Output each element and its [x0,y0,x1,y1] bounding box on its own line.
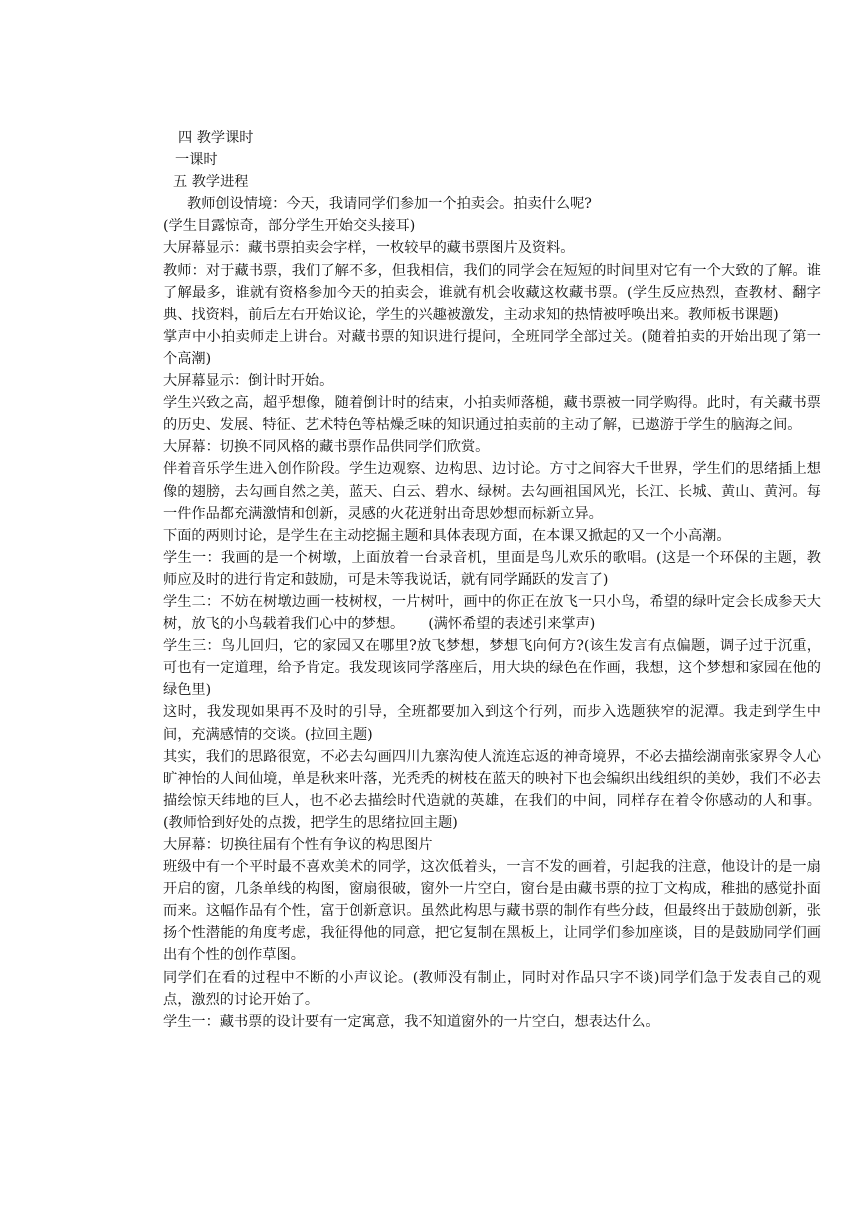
paragraph: 大屏幕显示：倒计时开始。 [163,373,334,390]
paragraph: (学生目露惊奇，部分学生开始交头接耳) [163,218,416,235]
lesson-count: 一课时 [175,152,218,169]
section-heading-teaching-hours: 四 教学课时 [178,130,254,146]
paragraph: 掌声中小拍卖师走上讲台。对藏书票的知识进行提问，全班同学全部过关。(随着拍卖的开始出现了第一个高潮) [163,328,821,367]
student-two-note: (满怀希望的表述引来掌声) [428,616,596,633]
paragraph: 下面的两则讨论，是学生在主动挖掘主题和具体表现方面，在本课又掀起的又一个小高潮。 [163,527,731,544]
paragraph: 学生三：鸟儿回归，它的家园又在哪里?放飞梦想，梦想飞向何方?(该生发言有点偏题，调子过于沉重，可也有一定道理，给予肯定。我发现该同学落座后，用大块的绿色在作画，我想，这个梦想和家园在他的绿色里) [163,638,821,699]
paragraph: 学生一：藏书票的设计要有一定寓意，我不知道窗外的一片空白，想表达什么。 [163,1013,660,1030]
paragraph: 同学们在看的过程中不断的小声议论。(教师没有制止，同时对作品只字不谈)同学们急于发表自己的观点，激烈的讨论开始了。 [163,969,821,1008]
paragraph: 伴着音乐学生进入创作阶段。学生边观察、边构思、边讨论。方寸之间容大千世界，学生们的思绪插上想像的翅膀，去勾画自然之美，蓝天、白云、碧水、绿树。去勾画祖国风光，长江、长城、黄山、黄河。每一件作品都充满激情和创新，灵感的火花迸射出奇思妙想而标新立异。 [163,461,821,522]
paragraph: 教师创设情境：今天，我请同学们参加一个拍卖会。拍卖什么呢? [187,196,592,213]
paragraph: 大屏幕：切换往届有个性有争议的构思图片 [163,837,433,853]
paragraph: 大屏幕：切换不同风格的藏书票作品供同学们欣赏。 [163,439,490,456]
paragraph: 其实，我们的思路很宽，不必去勾画四川九寨沟使人流连忘返的神奇境界，不必去描绘湖南张家界令人心旷神怡的人间仙境，单是秋来叶落，光秃秃的树枝在蓝天的映衬下也会编织出线组织的美妙，我们不必去描绘惊天纬地的巨人，也不必去描绘时代造就的英雄，在我们的中间，同样存在着令你感动的人和事。(教师恰到好处的点拨，把学生的思绪拉回主题) [163,748,821,831]
paragraph: 教师：对于藏书票，我们了解不多，但我相信，我们的同学会在短短的时间里对它有一个大致的了解。谁了解最多，谁就有资格参加今天的拍卖会，谁就有机会收藏这枚藏书票。(学生反应热烈，查教材、翻字典、找资料，前后左右开始议论，学生的兴趣被激发，主动求知的热情被呼唤出来。教师板书课题) [163,262,821,323]
paragraph: 班级中有一个平时最不喜欢美术的同学，这次低着头，一言不发的画着，引起我的注意，他设计的是一扇开启的窗，几条单线的构图，窗扇很破，窗外一片空白，窗台是由藏书票的拉丁文构成，稚拙的感觉扑面而来。这幅作品有个性，富于创新意识。虽然此构思与藏书票的制作有些分歧，但最终出于鼓励创新，张扬个性潜能的角度考虑，我征得他的同意，把它复制在黑板上，让同学们参加座谈，目的是鼓励同学们画出有个性的创作草图。 [163,859,821,964]
paragraph: 这时，我发现如果再不及时的引导，全班都要加入到这个行列，而步入选题狭窄的泥潭。我走到学生中间，充满感情的交谈。(拉回主题) [163,704,821,743]
paragraph-student-two [163,591,821,635]
paragraph: 学生一：我画的是一个树墩，上面放着一台录音机，里面是鸟儿欢乐的歌唱。(这是一个环保的主题，教师应及时的进行肯定和鼓励，可是未等我说话，就有同学踊跃的发言了) [163,549,821,588]
paragraph: 大屏幕显示：藏书票拍卖会字样，一枚较早的藏书票图片及资料。 [163,240,575,257]
student-two-text: 学生二：不妨在树墩边画一枝树杈，一片树叶，画中的你正在放飞一只小鸟，希望的绿叶定会长成参天大树，放飞的小鸟载着我们心中的梦想。 [163,593,821,633]
paragraph: 学生兴致之高，超乎想像，随着倒计时的结束，小拍卖师落槌，藏书票被一同学购得。此时，有关藏书票的历史、发展、特征、艺术特色等枯燥乏味的知识通过拍卖前的主动了解，已遨游于学生的脑海之间。 [163,395,821,434]
section-heading-teaching-process: 五 教学进程 [173,174,249,191]
document-body [163,127,821,1033]
